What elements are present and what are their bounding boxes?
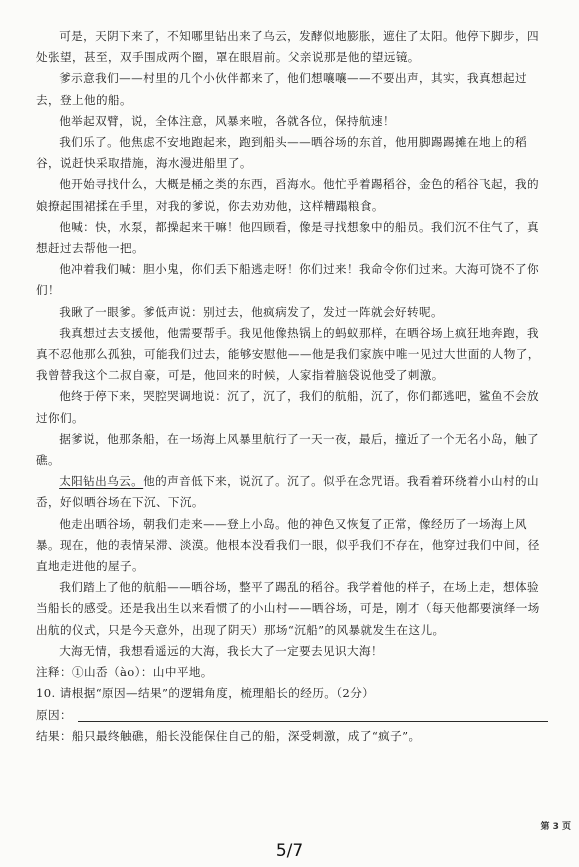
- paragraph: 他终于停下来，哭腔哭调地说：沉了，沉了，我们的航船，沉了，你们都逃吧，鲨鱼不会放过你们。: [36, 389, 539, 425]
- underlined-sentence: 太阳钻出乌云。: [59, 474, 144, 489]
- paragraph: 可是，天阴下来了，不知哪里钻出来了乌云，发酵似地膨胀，遮住了太阳。他停下脚步，四处张望，甚至，双手围成两个圈，罩在眼眉前。父亲说那是他的望远镜。: [36, 29, 539, 65]
- question-10: 10. 请根据“原因—结果”的逻辑角度，梳理船长的经历。（2分）: [36, 686, 375, 701]
- effect-text: 船只最终触礁，船长没能保住自己的船，深受刺激，成了“疯子”。: [71, 728, 421, 743]
- paragraph: 他冲着我们喊：胆小鬼，你们丢下船逃走呀！你们过来！我命令你们过来。大海可饶不了你们！: [36, 262, 539, 298]
- paragraph: 他开始寻找什么，大概是桶之类的东西，舀海水。他忙乎着踢稻谷，金色的稻谷飞起，我的娘撩起围裙揉在手里，对我的爹说，你去劝劝他，这样糟蹋粮食。: [36, 177, 539, 213]
- paragraph: 我瞅了一眼爹。爹低声说：别过去，他疯病发了，发过一阵就会好转呢。: [59, 304, 443, 319]
- paragraph: [36, 471, 548, 513]
- effect-row: [36, 726, 548, 747]
- paragraph: 爹示意我们——村里的几个小伙伴都来了，他们想嚷嚷——不要出声，其实，我真想起过去，登上他的船。: [36, 71, 527, 107]
- cause-row: [36, 705, 548, 726]
- reading-passage: [36, 26, 548, 747]
- paragraph: 他喊：快，水泵，都操起来干嘛！他四顾看，像是寻找想象中的船员。我们沉不住气了，真想赶过去帮他一把。: [36, 219, 539, 256]
- footnote: 注释：①山岙（ào）：山中平地。: [36, 665, 213, 680]
- paragraph: 他举起双臂，说，全体注意，风暴来啦，各就各位，保持航速！: [59, 113, 396, 128]
- paragraph: 我们踏上了他的航船——晒谷场，整平了踢乱的稻谷。我学着他的样子，在场上走，想体验当船长的感受。还是我出生以来看惯了的小山村——晒谷场，可是，刚才（每天他都要演绎一场出航的仪式，只是今天意外，出现了阴天）那场“沉船”的风暴就发生在这儿。: [36, 580, 540, 637]
- paragraph: 大海无情，我想看遥远的大海，我长大了一定要去见识大海！: [59, 643, 384, 658]
- page-number: 5/7: [275, 841, 304, 861]
- page-tag: 第 3 页: [540, 822, 571, 832]
- paragraph-text: 他的声音低下来，说沉了。沉了。似乎在念咒语。我看着环绕着小山村的山岙，好似晒谷场在下沉、下沉。: [36, 474, 539, 510]
- cause-label: 原因：: [36, 707, 72, 722]
- paragraph: 他走出晒谷场，朝我们走来——登上小岛。他的神色又恢复了正常，像经历了一场海上风暴。现在，他的表情呆滞、淡漠。他根本没看我们一眼，似乎我们不存在，他穿过我们中间，径直地走进他的屋子。: [36, 516, 540, 574]
- effect-label: 结果：: [36, 728, 72, 743]
- paragraph: 我们乐了。他焦虑不安地跑起来，跑到船头——晒谷场的东首，他用脚踢踢摊在地上的稻谷，说赶快采取措施，海水漫进船里了。: [36, 135, 527, 171]
- paragraph: 我真想过去支援他，他需要帮手。我见他像热锅上的蚂蚁那样，在晒谷场上疯狂地奔跑，我真不忍他那么孤独，可能我们过去，能够安慰他——他是我们家族中唯一见过大世面的人物了，我曾替我这个二叔自豪，可是，他回来的时候，人家指着脑袋说他受了刺激。: [36, 325, 540, 383]
- cause-answer-line[interactable]: [78, 707, 548, 722]
- paragraph: 据爹说，他那条船，在一场海上风暴里航行了一天一夜，最后，撞近了一个无名小岛，触了礁。: [36, 431, 539, 468]
